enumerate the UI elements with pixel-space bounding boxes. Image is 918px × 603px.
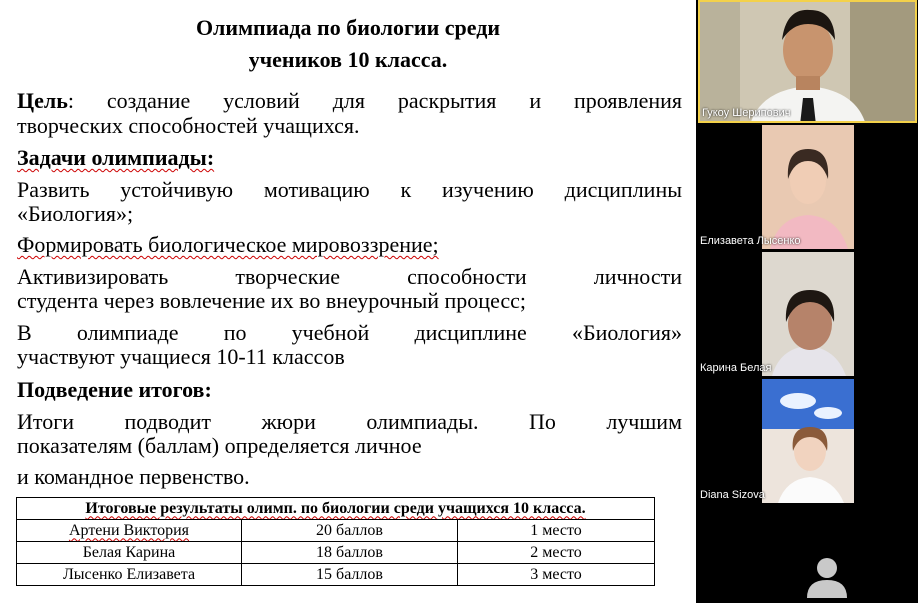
task4-line2: участвуют учащиеся 10-11 классов	[17, 344, 345, 369]
video-tile[interactable]	[698, 252, 917, 376]
task4-line1: В олимпиаде по учебной дисциплине «Биология»	[17, 320, 682, 345]
table-row	[17, 520, 655, 542]
table-row	[17, 542, 655, 564]
tasks-heading: Задачи олимпиады:	[17, 145, 215, 170]
participant-name: Артени Виктория	[17, 520, 242, 542]
goal-text: : создание условий для раскрытия и проявления	[67, 88, 682, 113]
table-header-row	[17, 498, 655, 520]
summary-line1: Итоги подводит жюри олимпиады. По лучшим	[17, 409, 682, 434]
video-tile[interactable]	[698, 0, 917, 123]
task1-line1: Развить устойчивую мотивацию к изучению дисциплины	[17, 177, 682, 202]
video-gallery-sidebar	[697, 0, 918, 603]
video-feed-icon	[698, 125, 917, 249]
table-row	[17, 564, 655, 586]
goal-line1	[17, 89, 682, 113]
participant-score: 18 баллов	[242, 542, 458, 564]
slide-title-line2: учеников 10 класса.	[248, 47, 448, 72]
video-feed-icon	[698, 252, 917, 376]
task3-line2: студента через вовлечение их во внеурочный процесс;	[17, 288, 527, 313]
task2-line1: Формировать биологическое мировоззрение;	[17, 232, 439, 257]
participant-name-label: Елизавета Лысенко	[700, 235, 801, 247]
goal-line2: творческих способностей учащихся.	[17, 113, 360, 138]
participant-place: 2 место	[458, 542, 655, 564]
participant-score: 15 баллов	[242, 564, 458, 586]
participant-name: Лысенко Елизавета	[17, 564, 242, 586]
video-tile[interactable]	[698, 506, 917, 603]
slide-title-line1: Олимпиада по биологии среди	[195, 15, 501, 40]
participant-score: 20 баллов	[242, 520, 458, 542]
video-tile[interactable]	[698, 125, 917, 249]
video-feed-icon	[700, 2, 917, 123]
participant-place: 1 место	[458, 520, 655, 542]
task3-line1: Активизировать творческие способности личности	[17, 264, 682, 289]
summary-line3: и командное первенство.	[17, 464, 250, 489]
task1-line2: «Биология»;	[17, 201, 134, 226]
participant-name-label: Гукоу Шерипович	[702, 107, 791, 119]
participant-name-label: Карина Белая	[700, 362, 772, 374]
participant-name: Белая Карина	[17, 542, 242, 564]
results-table	[16, 497, 655, 586]
participant-name-label: Diana Sizova	[700, 489, 765, 501]
video-tile[interactable]	[698, 379, 917, 503]
summary-heading: Подведение итогов:	[17, 377, 212, 402]
goal-label: Цель	[17, 88, 68, 113]
user-avatar-icon	[807, 554, 847, 598]
table-header: Итоговые результаты олимп. по биологии среди учащихся 10 класса.	[17, 498, 655, 520]
summary-line2: показателям (баллам) определяется личное	[17, 433, 422, 458]
participant-place: 3 место	[458, 564, 655, 586]
video-feed-icon	[698, 379, 917, 503]
